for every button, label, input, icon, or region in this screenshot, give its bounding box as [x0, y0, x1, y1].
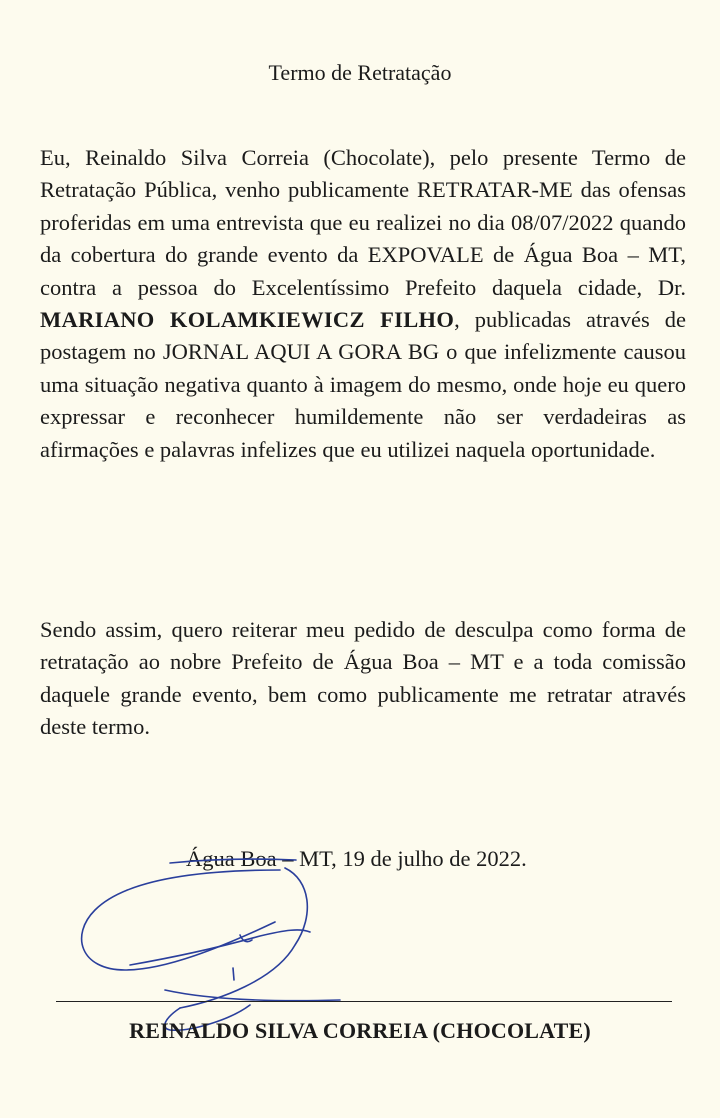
paragraph-retraction: [40, 142, 686, 466]
paragraph-apology: Sendo assim, quero reiterar meu pedido de desculpa como forma de retratação ao nobre Prefeito de Água Boa – MT e a toda comissão daquele grande evento, bem como publicamente me retratar através deste termo.: [40, 617, 686, 740]
paragraph-retraction-part1: Eu, Reinaldo Silva Correia (Chocolate), pelo presente Termo de Retratação Pública, venho publicamente RETRATAR-ME das ofensas proferidas em uma entrevista que eu realizei no dia 08/07/2022 quando da cobertura do grande evento da EXPOVALE de Água Boa – MT, contra a pessoa do Excelentíssimo Prefeito daquela cidade, Dr.: [40, 145, 686, 300]
document-title: Termo de Retratação: [268, 60, 452, 85]
signer-name: REINALDO SILVA CORREIA (CHOCOLATE): [129, 1018, 591, 1043]
mayor-name: MARIANO KOLAMKIEWICZ FILHO: [40, 307, 455, 333]
signature-line: [56, 1001, 672, 1002]
place-date-line: Água Boa – MT, 19 de julho de 2022.: [186, 846, 527, 871]
paragraph-retraction-part2: , publicadas através de postagem no JORNAL AQUI A GORA BG o que infelizmente causou uma situação negativa quanto à imagem do mesmo, onde hoje eu quero expressar e reconhecer humildemente não ser verdadeiras as afirmações e palavras infelizes que eu utilizei naquela oportunidade.: [40, 307, 686, 462]
